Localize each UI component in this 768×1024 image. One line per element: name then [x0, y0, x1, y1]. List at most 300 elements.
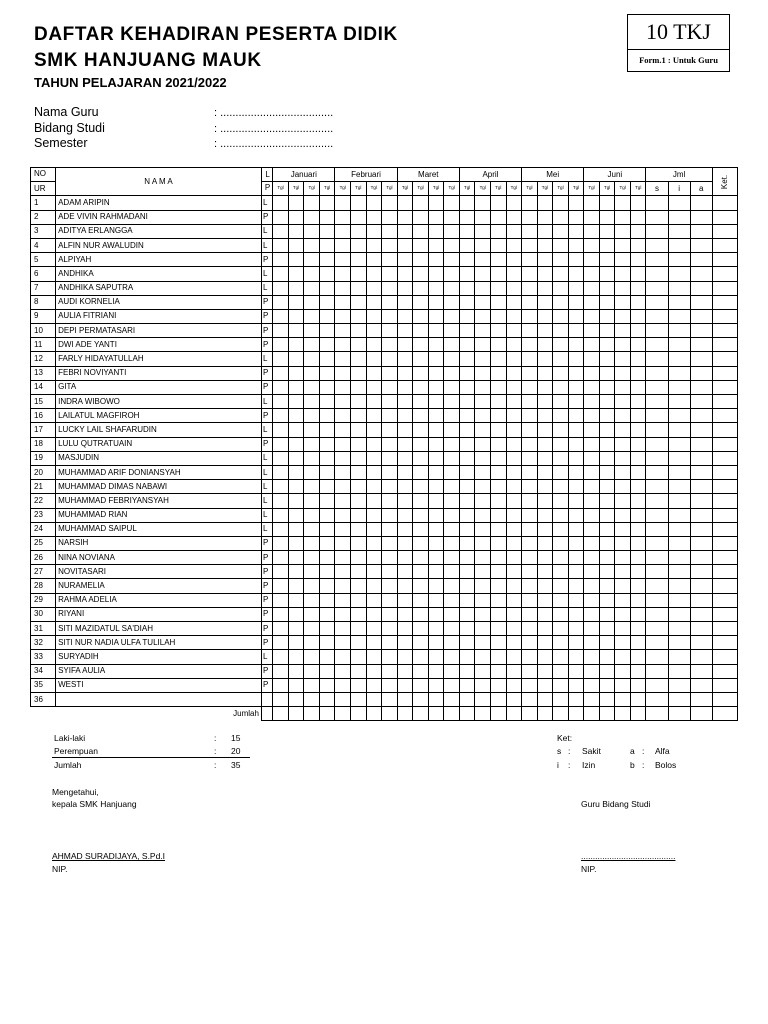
attendance-cell: [690, 253, 712, 267]
attendance-cell: [690, 579, 712, 593]
student-name: MUHAMMAD DIMAS NABAWI: [56, 480, 262, 494]
attendance-cell: [335, 607, 351, 621]
attendance-cell: [444, 664, 460, 678]
student-name: ALPIYAH: [56, 253, 262, 267]
attendance-cell: [646, 593, 668, 607]
attendance-cell: [490, 224, 506, 238]
attendance-cell: [599, 494, 615, 508]
student-name: AUDI KORNELIA: [56, 295, 262, 309]
attendance-cell: [428, 480, 444, 494]
attendance-cell: [630, 437, 646, 451]
attendance-cell: [304, 678, 320, 692]
attendance-cell: [444, 238, 460, 252]
attendance-cell: [459, 338, 475, 352]
attendance-cell: [350, 338, 366, 352]
attendance-cell: [522, 451, 538, 465]
attendance-cell: [304, 636, 320, 650]
row-number: 21: [31, 480, 56, 494]
attendance-cell: [288, 409, 304, 423]
attendance-cell: [288, 565, 304, 579]
attendance-cell: [568, 494, 584, 508]
attendance-cell: [366, 324, 382, 338]
attendance-cell: [304, 522, 320, 536]
attendance-cell: [553, 522, 569, 536]
attendance-cell: [599, 650, 615, 664]
attendance-cell: [668, 579, 690, 593]
attendance-cell: [273, 395, 289, 409]
attendance-cell: [553, 253, 569, 267]
table-row: [31, 224, 738, 238]
attendance-cell: [537, 267, 553, 281]
attendance-cell: [382, 579, 398, 593]
attendance-cell: [712, 494, 737, 508]
attendance-cell: [553, 267, 569, 281]
attendance-cell: [335, 494, 351, 508]
student-gender: L: [261, 395, 272, 409]
attendance-cell: [459, 352, 475, 366]
table-row: [31, 480, 738, 494]
attendance-cell: [475, 324, 491, 338]
attendance-cell: [350, 636, 366, 650]
attendance-cell: [382, 309, 398, 323]
attendance-cell: [366, 295, 382, 309]
attendance-cell: [304, 480, 320, 494]
attendance-cell: [335, 338, 351, 352]
attendance-cell: [319, 593, 335, 607]
attendance-cell: [630, 210, 646, 224]
summary-label-total: Jumlah: [54, 760, 82, 770]
attendance-cell: [304, 281, 320, 295]
attendance-cell: [335, 210, 351, 224]
attendance-cell: [690, 423, 712, 437]
table-row: [31, 196, 738, 210]
attendance-cell: [584, 338, 600, 352]
table-row: [31, 267, 738, 281]
attendance-cell: [304, 565, 320, 579]
attendance-cell: [646, 622, 668, 636]
student-gender: L: [261, 224, 272, 238]
attendance-cell: [397, 636, 413, 650]
attendance-cell: [413, 324, 429, 338]
attendance-cell: [584, 423, 600, 437]
attendance-cell: [584, 352, 600, 366]
row-number: 27: [31, 565, 56, 579]
attendance-cell: [335, 593, 351, 607]
attendance-cell: [522, 210, 538, 224]
attendance-cell: [273, 480, 289, 494]
attendance-cell: [366, 480, 382, 494]
attendance-cell: [553, 579, 569, 593]
attendance-cell: [475, 593, 491, 607]
attendance-cell: [459, 309, 475, 323]
attendance-cell: [428, 622, 444, 636]
attendance-cell: [475, 678, 491, 692]
sign-principal-title: kepala SMK Hanjuang: [52, 799, 137, 809]
row-number: 33: [31, 650, 56, 664]
attendance-cell: [490, 309, 506, 323]
attendance-cell: [615, 622, 631, 636]
attendance-cell: [397, 352, 413, 366]
attendance-cell: [630, 508, 646, 522]
attendance-cell: [350, 196, 366, 210]
attendance-cell: [475, 692, 491, 706]
attendance-cell: [350, 678, 366, 692]
attendance-cell: [475, 565, 491, 579]
attendance-cell: [319, 395, 335, 409]
month-header: Februari: [335, 168, 397, 182]
attendance-cell: [350, 593, 366, 607]
attendance-cell: [382, 465, 398, 479]
legend-meaning-alfa: Alfa: [655, 746, 670, 756]
attendance-cell: [428, 253, 444, 267]
attendance-cell: [615, 607, 631, 621]
student-name: NARSIH: [56, 536, 262, 550]
attendance-cell: [444, 565, 460, 579]
attendance-cell: [522, 636, 538, 650]
student-name: INDRA WIBOWO: [56, 395, 262, 409]
attendance-cell: [646, 536, 668, 550]
attendance-grid: [30, 167, 738, 721]
attendance-cell: [397, 508, 413, 522]
attendance-cell: [288, 196, 304, 210]
sign-acknowledged: Mengetahui,: [52, 787, 99, 797]
attendance-cell: [382, 295, 398, 309]
student-name: FEBRI NOVIYANTI: [56, 366, 262, 380]
attendance-cell: [382, 437, 398, 451]
attendance-cell: [350, 210, 366, 224]
attendance-cell: [615, 324, 631, 338]
attendance-cell: [382, 395, 398, 409]
attendance-cell: [319, 692, 335, 706]
attendance-cell: [350, 622, 366, 636]
attendance-cell: [630, 650, 646, 664]
attendance-cell: [646, 309, 668, 323]
row-number: 1: [31, 196, 56, 210]
attendance-cell: [646, 480, 668, 494]
attendance-cell: [335, 664, 351, 678]
attendance-cell: [382, 338, 398, 352]
attendance-cell: [366, 579, 382, 593]
row-number: 10: [31, 324, 56, 338]
student-name: [56, 692, 262, 706]
attendance-cell: [397, 593, 413, 607]
attendance-cell: [459, 678, 475, 692]
attendance-cell: [568, 309, 584, 323]
attendance-cell: [537, 380, 553, 394]
attendance-cell: [413, 380, 429, 394]
summary-colon: :: [214, 760, 217, 770]
attendance-cell: [413, 352, 429, 366]
attendance-cell: [490, 395, 506, 409]
day-header: Tgl: [382, 182, 398, 196]
attendance-cell: [397, 579, 413, 593]
month-header: April: [459, 168, 521, 182]
row-number: 31: [31, 622, 56, 636]
attendance-cell: [444, 253, 460, 267]
day-header: Tgl: [288, 182, 304, 196]
attendance-cell: [537, 536, 553, 550]
attendance-cell: [537, 210, 553, 224]
attendance-cell: [428, 494, 444, 508]
attendance-cell: [646, 579, 668, 593]
attendance-cell: [382, 224, 398, 238]
attendance-cell: [366, 622, 382, 636]
attendance-cell: [490, 607, 506, 621]
table-row: [31, 593, 738, 607]
attendance-cell: [475, 224, 491, 238]
row-number: 16: [31, 409, 56, 423]
table-row: [31, 607, 738, 621]
attendance-cell: [712, 437, 737, 451]
attendance-cell: [304, 366, 320, 380]
attendance-cell: [506, 522, 522, 536]
attendance-cell: [615, 451, 631, 465]
attendance-cell: [553, 622, 569, 636]
attendance-cell: [444, 508, 460, 522]
attendance-cell: [350, 664, 366, 678]
legend-code-i: i: [557, 760, 559, 770]
attendance-cell: [350, 494, 366, 508]
attendance-cell: [366, 607, 382, 621]
attendance-cell: [428, 352, 444, 366]
legend-meaning-bolos: Bolos: [655, 760, 677, 770]
attendance-cell: [522, 650, 538, 664]
attendance-cell: [459, 281, 475, 295]
attendance-cell: [382, 281, 398, 295]
attendance-cell: [335, 508, 351, 522]
attendance-cell: [397, 395, 413, 409]
attendance-cell: [537, 565, 553, 579]
attendance-cell: [553, 395, 569, 409]
legend-code-a: a: [630, 746, 635, 756]
attendance-cell: [690, 536, 712, 550]
student-gender: L: [261, 267, 272, 281]
attendance-cell: [690, 338, 712, 352]
day-header: Tgl: [584, 182, 600, 196]
attendance-cell: [506, 579, 522, 593]
attendance-cell: [335, 423, 351, 437]
attendance-cell: [599, 253, 615, 267]
attendance-cell: [319, 551, 335, 565]
attendance-cell: [537, 664, 553, 678]
attendance-cell: [413, 253, 429, 267]
attendance-cell: [304, 324, 320, 338]
attendance-cell: [319, 536, 335, 550]
attendance-cell: [599, 423, 615, 437]
student-name: LAILATUL MAGFIROH: [56, 409, 262, 423]
header-nama: N A M A: [56, 168, 262, 196]
attendance-cell: [668, 451, 690, 465]
attendance-cell: [459, 692, 475, 706]
attendance-cell: [273, 622, 289, 636]
month-header: Mei: [522, 168, 584, 182]
attendance-cell: [273, 636, 289, 650]
attendance-cell: [304, 692, 320, 706]
summary-value-male: 15: [231, 733, 241, 743]
attendance-cell: [304, 224, 320, 238]
attendance-cell: [599, 409, 615, 423]
row-number: 6: [31, 267, 56, 281]
attendance-cell: [615, 508, 631, 522]
attendance-cell: [335, 366, 351, 380]
attendance-cell: [553, 636, 569, 650]
attendance-cell: [335, 692, 351, 706]
jml-header-a: a: [690, 182, 712, 196]
attendance-cell: [615, 423, 631, 437]
attendance-cell: [490, 295, 506, 309]
attendance-cell: [584, 607, 600, 621]
attendance-cell: [615, 692, 631, 706]
attendance-cell: [568, 536, 584, 550]
attendance-cell: [584, 451, 600, 465]
attendance-cell: [413, 480, 429, 494]
attendance-cell: [584, 324, 600, 338]
attendance-cell: [630, 579, 646, 593]
student-gender: L: [261, 650, 272, 664]
attendance-cell: [506, 622, 522, 636]
attendance-cell: [506, 678, 522, 692]
row-number: 8: [31, 295, 56, 309]
attendance-cell: [712, 664, 737, 678]
attendance-cell: [273, 565, 289, 579]
attendance-cell: [335, 678, 351, 692]
attendance-cell: [428, 281, 444, 295]
attendance-cell: [288, 692, 304, 706]
attendance-cell: [490, 423, 506, 437]
attendance-cell: [335, 196, 351, 210]
teacher-nip: NIP.: [581, 864, 597, 874]
attendance-cell: [690, 352, 712, 366]
attendance-cell: [712, 565, 737, 579]
table-row: [31, 494, 738, 508]
attendance-cell: [273, 607, 289, 621]
student-gender: P: [261, 551, 272, 565]
attendance-cell: [599, 281, 615, 295]
attendance-cell: [712, 380, 737, 394]
attendance-cell: [646, 565, 668, 579]
attendance-cell: [584, 210, 600, 224]
day-header: Tgl: [319, 182, 335, 196]
attendance-cell: [273, 380, 289, 394]
attendance-cell: [712, 395, 737, 409]
attendance-cell: [537, 366, 553, 380]
attendance-cell: [506, 210, 522, 224]
attendance-cell: [382, 650, 398, 664]
table-row: [31, 253, 738, 267]
principal-name: AHMAD SURADIJAYA, S.Pd.I: [52, 851, 166, 861]
attendance-cell: [304, 238, 320, 252]
attendance-cell: [712, 338, 737, 352]
attendance-cell: [319, 423, 335, 437]
attendance-cell: [273, 508, 289, 522]
attendance-cell: [335, 565, 351, 579]
attendance-cell: [668, 465, 690, 479]
attendance-cell: [690, 692, 712, 706]
attendance-cell: [382, 508, 398, 522]
attendance-cell: [288, 678, 304, 692]
attendance-cell: [428, 451, 444, 465]
attendance-cell: [584, 664, 600, 678]
attendance-cell: [444, 451, 460, 465]
attendance-cell: [397, 380, 413, 394]
attendance-cell: [690, 607, 712, 621]
attendance-cell: [599, 465, 615, 479]
day-header: Tgl: [553, 182, 569, 196]
student-name: MUHAMMAD RIAN: [56, 508, 262, 522]
attendance-cell: [350, 224, 366, 238]
attendance-cell: [382, 409, 398, 423]
attendance-cell: [459, 409, 475, 423]
attendance-cell: [506, 196, 522, 210]
month-header: Maret: [397, 168, 459, 182]
attendance-cell: [615, 295, 631, 309]
attendance-cell: [506, 664, 522, 678]
attendance-cell: [537, 338, 553, 352]
attendance-cell: [475, 423, 491, 437]
attendance-cell: [490, 536, 506, 550]
total-cell: [668, 707, 690, 721]
attendance-cell: [273, 224, 289, 238]
attendance-cell: [428, 423, 444, 437]
row-number: 9: [31, 309, 56, 323]
attendance-cell: [288, 253, 304, 267]
attendance-cell: [712, 536, 737, 550]
attendance-cell: [522, 253, 538, 267]
attendance-cell: [522, 508, 538, 522]
attendance-cell: [522, 267, 538, 281]
attendance-cell: [273, 352, 289, 366]
attendance-cell: [630, 253, 646, 267]
attendance-cell: [522, 380, 538, 394]
student-gender: [261, 692, 272, 706]
attendance-cell: [490, 494, 506, 508]
attendance-cell: [319, 380, 335, 394]
attendance-cell: [584, 395, 600, 409]
attendance-cell: [397, 309, 413, 323]
attendance-cell: [668, 522, 690, 536]
attendance-cell: [428, 508, 444, 522]
attendance-cell: [668, 593, 690, 607]
attendance-cell: [553, 210, 569, 224]
attendance-cell: [712, 678, 737, 692]
attendance-cell: [459, 395, 475, 409]
attendance-cell: [584, 579, 600, 593]
attendance-cell: [522, 622, 538, 636]
attendance-cell: [537, 607, 553, 621]
day-header: Tgl: [335, 182, 351, 196]
attendance-cell: [273, 465, 289, 479]
table-row: [31, 380, 738, 394]
attendance-cell: [690, 437, 712, 451]
attendance-cell: [599, 678, 615, 692]
attendance-cell: [382, 551, 398, 565]
attendance-cell: [288, 324, 304, 338]
table-row: [31, 281, 738, 295]
attendance-cell: [506, 480, 522, 494]
attendance-cell: [668, 480, 690, 494]
attendance-cell: [288, 352, 304, 366]
attendance-cell: [506, 636, 522, 650]
attendance-cell: [459, 636, 475, 650]
attendance-cell: [568, 238, 584, 252]
attendance-cell: [382, 210, 398, 224]
attendance-cell: [319, 281, 335, 295]
attendance-cell: [630, 409, 646, 423]
attendance-cell: [568, 409, 584, 423]
attendance-cell: [319, 224, 335, 238]
attendance-cell: [646, 238, 668, 252]
student-gender: P: [261, 409, 272, 423]
